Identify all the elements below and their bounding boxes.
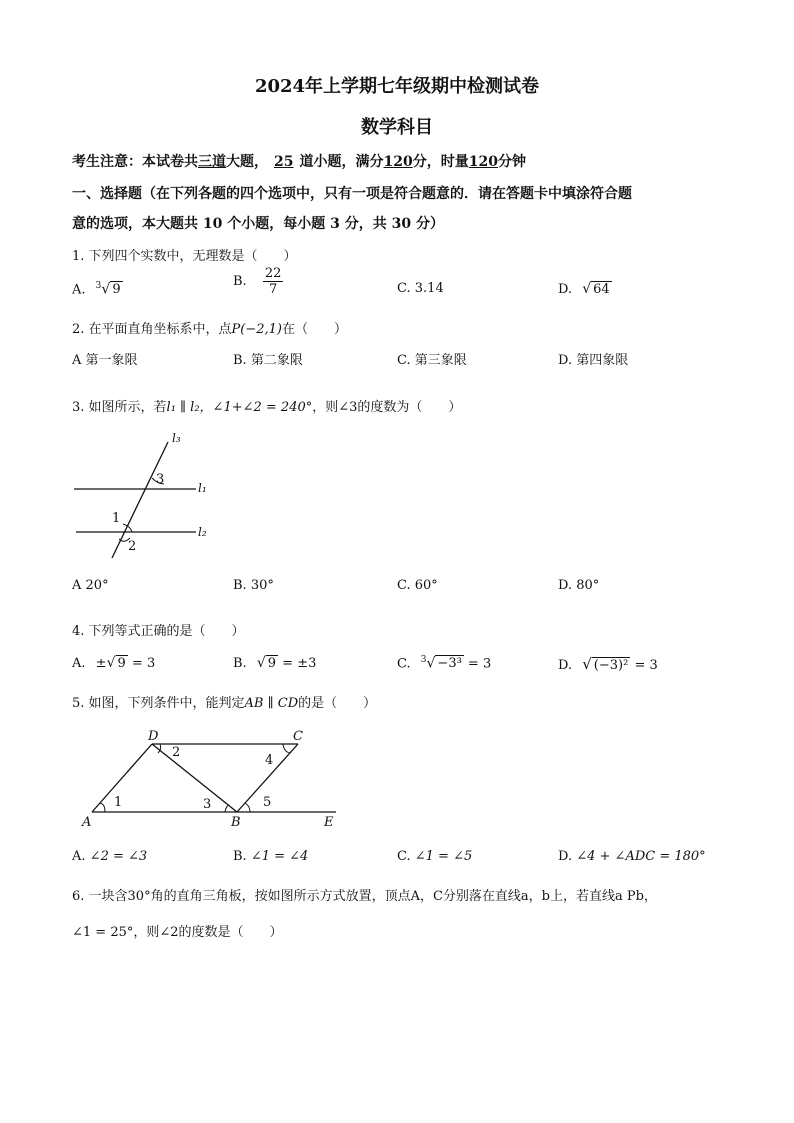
q5-c-text: ∠1 = ∠5 xyxy=(414,849,473,864)
q1-b-numerator: 22 xyxy=(264,266,282,281)
q3-a-text: 20° xyxy=(85,578,109,593)
q2-option-b xyxy=(233,349,303,368)
notice-num-questions: 25 xyxy=(274,154,294,170)
q3-stem-prefix: 3. 如图所示，若 xyxy=(72,400,167,415)
q4-c-radicand: −3³ xyxy=(437,656,462,672)
q5-stem-prefix: 5. 如图，下列条件中，能判定 xyxy=(72,696,245,711)
q5-b-label: B. xyxy=(233,849,247,864)
q2-stem-suffix: 在（ ） xyxy=(282,322,348,337)
q5-figure xyxy=(72,724,347,832)
q1-option-d: D. √ 64 xyxy=(558,281,610,297)
q5-label-angle1: 1 xyxy=(114,795,123,810)
q5-a-text: ∠2 = ∠3 xyxy=(89,849,148,864)
q1-c-label: C. xyxy=(397,281,411,296)
q3-label-l3: l₃ xyxy=(172,431,181,445)
q2-b-label: B. xyxy=(233,353,247,368)
notice-mid3: 分，时量 xyxy=(412,154,469,170)
q5-option-b xyxy=(233,849,308,864)
q3-label-angle3: 3 xyxy=(156,472,165,487)
notice-suffix: 分钟 xyxy=(497,154,526,170)
q5-label-C: C xyxy=(293,729,303,744)
q1-b-denominator: 7 xyxy=(268,282,278,297)
q4-c-index: 3 xyxy=(420,655,427,665)
q3-option-a xyxy=(72,578,109,593)
q2-d-text: 第四象限 xyxy=(576,353,629,368)
q3-stem xyxy=(72,396,461,415)
q4-d-radicand: (−3)² xyxy=(593,658,629,673)
q3-label-angle1: 1 xyxy=(112,511,121,526)
q2-a-text: 第一象限 xyxy=(85,353,138,368)
q5-label-B: B xyxy=(231,815,241,830)
q5-angle3-arc xyxy=(225,805,229,812)
notice-sections: 三道 xyxy=(198,154,226,170)
exam-notice xyxy=(72,151,526,171)
q5-label-angle3: 3 xyxy=(203,797,212,812)
notice-time: 120 xyxy=(468,154,498,170)
q5-line-DB xyxy=(152,744,237,812)
q3-figure xyxy=(68,430,218,565)
q4-a-radicand: 9 xyxy=(117,656,126,671)
q4-option-c: C. $^3$√ −3³ = 3 xyxy=(397,655,492,672)
q2-option-a xyxy=(72,349,138,368)
q5-c-label: C. xyxy=(397,849,411,864)
q3-option-d xyxy=(558,578,599,593)
q4-a-label: A. xyxy=(72,656,86,671)
q1-a-radicand: 9 xyxy=(112,282,121,298)
q5-stem xyxy=(72,692,376,711)
q5-label-angle5: 5 xyxy=(263,795,272,810)
q2-stem xyxy=(72,318,347,337)
q3-label-l2: l₂ xyxy=(198,525,207,539)
q2-point: P(−2,1) xyxy=(231,322,283,337)
q5-stem-suffix: 的是（ ） xyxy=(298,696,377,711)
q4-c-post: = 3 xyxy=(463,656,492,672)
notice-mid2: 道小题，满分 xyxy=(299,154,384,170)
q4-d-label: D. xyxy=(558,658,573,673)
q4-option-a: A. ±√ 9 = 3 xyxy=(72,655,156,671)
q3-b-label: B. xyxy=(233,578,247,593)
q5-label-angle4: 4 xyxy=(265,753,274,768)
q5-label-A: A xyxy=(82,815,92,830)
q2-d-label: D. xyxy=(558,353,573,368)
q6-line1: 6. 一块含30°角的直角三角板，按如图所示方式放置，顶点A，C分别落在直线a，b上，若直线a Pb， xyxy=(72,889,657,904)
q4-stem: 4. 下列等式正确的是（ ） xyxy=(72,624,245,639)
q5-option-c xyxy=(397,849,472,864)
q4-d-post: = 3 xyxy=(630,658,658,673)
notice-prefix: 考生注意：本试卷共 xyxy=(72,154,198,170)
q2-c-text: 第三象限 xyxy=(414,353,467,368)
q4-a-post: = 3 xyxy=(127,656,156,671)
q3-d-label: D. xyxy=(558,578,573,593)
q6-line2: ∠1 = 25°，则∠2的度数是（ ） xyxy=(72,925,283,940)
q2-c-label: C. xyxy=(397,353,411,368)
q4-c-label: C. xyxy=(397,656,411,672)
q1-b-label: B. xyxy=(233,274,247,289)
q3-option-c xyxy=(397,578,438,593)
q1-a-label: A. xyxy=(72,282,86,298)
q3-stem-suffix: ，则∠3的度数为（ ） xyxy=(312,400,462,415)
q5-a-label: A. xyxy=(72,849,86,864)
q1-d-label: D. xyxy=(558,282,573,297)
q5-angle1-arc xyxy=(100,803,105,812)
q5-d-label: D. xyxy=(558,849,573,864)
q4-option-b: B. √ 9 = ±3 xyxy=(233,655,317,671)
q3-label-l1: l₁ xyxy=(198,481,207,495)
q3-b-text: 30° xyxy=(250,578,274,593)
q5-label-E: E xyxy=(324,815,334,830)
q2-stem-prefix: 2. 在平面直角坐标系中，点 xyxy=(72,322,232,337)
q5-option-a xyxy=(72,849,147,864)
q1-c-value: 3.14 xyxy=(414,281,444,296)
q4-b-label: B. xyxy=(233,656,247,671)
q2-b-text: 第二象限 xyxy=(250,353,303,368)
q4-a-pre: ± xyxy=(95,656,107,671)
q1-d-radicand: 64 xyxy=(593,282,610,297)
section1-line2: 意的选项，本大题共 10 个小题，每小题 3 分，共 30 分） xyxy=(72,216,444,232)
q5-option-d xyxy=(558,849,706,864)
q2-option-d xyxy=(558,349,628,368)
q2-option-c xyxy=(397,349,467,368)
notice-mid1: 大题， xyxy=(226,154,268,170)
q5-angle4-arc xyxy=(283,744,290,753)
q1-option-c xyxy=(397,281,444,296)
notice-full-score: 120 xyxy=(383,154,413,170)
q1-option-a: A. $^3$√ 9 xyxy=(72,281,121,298)
q2-a-label: A xyxy=(72,353,82,368)
q4-option-d: D. √ (−3)² = 3 xyxy=(558,655,658,673)
section1-line1: 一、选择题（在下列各题的四个选项中，只有一项是符合题意的．请在答题卡中填涂符合题 xyxy=(72,186,632,202)
q4-b-radicand: 9 xyxy=(267,656,277,671)
q3-condition: l₁ ∥ l₂，∠1+∠2 = 240° xyxy=(166,400,313,415)
q1-option-b xyxy=(233,266,283,297)
q3-c-text: 60° xyxy=(414,578,438,593)
q5-condition: AB ∥ CD xyxy=(244,696,299,711)
q3-label-angle2: 2 xyxy=(128,539,137,554)
q4-b-post: = ±3 xyxy=(278,656,317,671)
q1-stem: 1. 下列四个实数中，无理数是（ ） xyxy=(72,249,297,264)
q3-c-label: C. xyxy=(397,578,411,593)
q5-label-angle2: 2 xyxy=(172,745,181,760)
q3-d-text: 80° xyxy=(576,578,600,593)
q5-label-D: D xyxy=(148,729,159,744)
exam-subject: 数学科目 xyxy=(361,117,433,138)
q5-d-text: ∠4 + ∠ADC = 180° xyxy=(576,849,706,864)
q3-a-label: A xyxy=(72,578,82,593)
q5-b-text: ∠1 = ∠4 xyxy=(250,849,309,864)
q5-angle5-arc xyxy=(245,803,250,812)
q3-option-b xyxy=(233,578,274,593)
q1-a-index: 3 xyxy=(95,281,102,291)
exam-title: 2024年上学期七年级期中检测试卷 xyxy=(254,76,540,97)
